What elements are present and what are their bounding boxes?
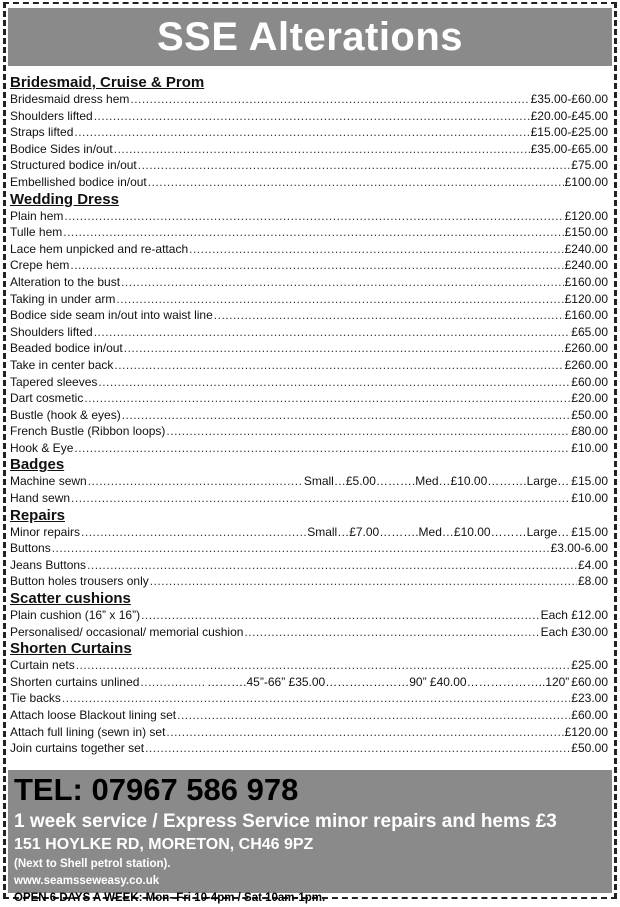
item-name: Crepe hem <box>10 258 70 273</box>
item-price: £20.00-£45.00 <box>530 108 608 123</box>
item-name: Lace hem unpicked and re-attach <box>10 241 189 256</box>
dot-leader <box>122 407 571 424</box>
item-price: £80.00 <box>571 424 608 439</box>
price-row <box>10 540 608 557</box>
section-heading: Repairs <box>10 506 66 524</box>
section-heading: Scatter cushions <box>10 590 131 608</box>
dot-leader <box>94 324 571 341</box>
item-name: Button holes trousers only <box>10 574 149 589</box>
item-price: £25.00 <box>571 658 608 673</box>
item-name: Plain hem <box>10 208 64 223</box>
website-link[interactable]: www.seamsseweasy.co.uk <box>14 875 160 887</box>
price-row <box>10 607 608 624</box>
item-name: Bustle (hook & eyes) <box>10 407 121 422</box>
item-name: Shoulders lifted <box>10 108 93 123</box>
price-row <box>10 624 608 641</box>
contact-footer <box>8 770 612 904</box>
dot-leader <box>138 157 571 174</box>
location-note: (Next to Shell petrol station). <box>14 858 171 870</box>
price-row <box>10 340 608 357</box>
item-name: Embellished bodice in/out <box>10 174 147 189</box>
dot-leader <box>52 540 550 557</box>
item-price: £35.00-£65.00 <box>530 141 608 156</box>
section-heading: Shorten Curtains <box>10 640 132 658</box>
price-row <box>10 390 608 407</box>
dot-leader <box>70 257 563 274</box>
item-name: Join curtains together set <box>10 741 145 756</box>
dot-leader <box>140 674 206 691</box>
item-name: Attach loose Blackout lining set <box>10 708 177 722</box>
item-name: Hook & Eye <box>10 440 74 455</box>
dot-leader <box>141 607 540 624</box>
price-row <box>10 291 608 308</box>
item-name: Alteration to the bust <box>10 274 121 289</box>
item-name: Bodice Sides in/out <box>10 141 113 156</box>
address: 151 HOYLKE RD, MORETON, CH46 9PZ <box>14 836 314 853</box>
item-name: Jeans Buttons <box>10 557 87 572</box>
price-row <box>10 141 608 158</box>
item-price: £260.00 <box>564 357 608 372</box>
dot-leader <box>87 557 577 574</box>
item-name: Dart cosmetic <box>10 391 84 406</box>
dot-leader <box>63 224 563 241</box>
item-price: £75.00 <box>571 158 608 173</box>
item-price: £4.00 <box>577 557 608 572</box>
price-row <box>10 524 608 541</box>
price-row <box>10 423 608 440</box>
item-name: Taking in under arm <box>10 291 116 306</box>
item-price: £10.00 <box>571 491 608 506</box>
price-row <box>10 374 608 391</box>
item-price: £260.00 <box>564 341 608 356</box>
item-price: £100.00 <box>564 174 608 189</box>
item-price: £15.00 <box>571 524 608 539</box>
item-price: £60.00 <box>571 708 608 722</box>
dot-leader <box>74 124 529 141</box>
dot-leader <box>114 141 530 158</box>
item-price: £35.00-£60.00 <box>530 92 608 106</box>
item-name: Structured bodice in/out <box>10 158 137 173</box>
item-name: Buttons <box>10 541 51 556</box>
item-price: Each £12.00 <box>540 608 608 623</box>
item-price: £3.00-6.00 <box>550 541 608 556</box>
price-row <box>10 91 608 108</box>
dot-leader <box>177 707 570 724</box>
dot-leader <box>94 108 530 125</box>
section-heading: Wedding Dress <box>10 190 119 208</box>
price-list <box>6 66 614 757</box>
item-name: Attach full lining (sewn in) set <box>10 724 166 739</box>
phone-number: TEL: 07967 586 978 <box>14 772 299 807</box>
dot-leader <box>189 241 563 258</box>
price-row <box>10 407 608 424</box>
header-banner <box>8 8 612 66</box>
price-row <box>10 473 608 490</box>
price-list-page <box>3 2 617 904</box>
price-row <box>10 124 608 141</box>
item-price: £15.00 <box>571 474 608 489</box>
item-price: £10.00 <box>571 440 608 455</box>
item-name: Beaded bodice in/out <box>10 341 123 356</box>
price-row <box>10 657 608 674</box>
price-row <box>10 108 608 125</box>
item-name: Tapered sleeves <box>10 374 98 389</box>
dot-leader <box>76 657 571 674</box>
dot-leader <box>130 91 529 108</box>
price-row <box>10 241 608 258</box>
price-row <box>10 224 608 241</box>
item-name: Plain cushion (16” x 16”) <box>10 608 141 623</box>
price-row <box>10 557 608 574</box>
item-price: £15.00-£25.00 <box>530 125 608 140</box>
size-price-options: Small…£5.00……….Med…£10.00……….Large… <box>303 474 570 489</box>
item-price: £240.00 <box>564 241 608 256</box>
price-row <box>10 674 608 691</box>
item-name: Curtain nets <box>10 658 75 673</box>
item-name: Straps lifted <box>10 125 74 140</box>
price-row <box>10 257 608 274</box>
dot-leader <box>88 473 303 490</box>
item-price: £20.00 <box>571 391 608 406</box>
item-price: £65.00 <box>571 324 608 339</box>
item-price: £120.00 <box>564 724 608 739</box>
price-row <box>10 174 608 191</box>
dot-leader <box>214 307 564 324</box>
dot-leader <box>166 423 570 440</box>
page-title: SSE Alterations <box>156 14 464 59</box>
item-price: £60.00 <box>571 374 608 389</box>
item-name: Shorten curtains unlined <box>10 674 140 689</box>
price-row <box>10 208 608 225</box>
item-price: £150.00 <box>564 225 608 240</box>
dot-leader <box>121 274 564 291</box>
item-name: Personalised/ occasional/ memorial cushion <box>10 624 244 639</box>
price-row <box>10 274 608 291</box>
item-name: Minor repairs <box>10 524 81 539</box>
price-row <box>10 307 608 324</box>
item-name: Shoulders lifted <box>10 324 93 339</box>
opening-hours: OPEN 6 DAYS A WEEK: Mon- Fri 10-4pm / Sat 10am-1pm. <box>14 892 326 904</box>
item-name: Hand sewn <box>10 491 71 506</box>
price-row <box>10 724 608 741</box>
dot-leader <box>244 624 539 641</box>
item-name: Bridesmaid dress hem <box>10 92 130 106</box>
item-name: Machine sewn <box>10 474 87 489</box>
price-row <box>10 740 608 757</box>
dot-leader <box>114 357 563 374</box>
item-price: £50.00 <box>571 407 608 422</box>
dot-leader <box>81 524 306 541</box>
item-price: £160.00 <box>564 274 608 289</box>
item-name: Take in center back <box>10 357 114 372</box>
item-name: Bodice side seam in/out into waist line <box>10 308 213 323</box>
item-price: £120.00 <box>564 208 608 223</box>
dot-leader <box>71 490 570 507</box>
dot-leader <box>84 390 570 407</box>
dot-leader <box>148 174 564 191</box>
item-price: £8.00 <box>577 574 608 589</box>
service-info: 1 week service / Express Service minor repairs and hems £3 <box>14 811 557 832</box>
price-row <box>10 707 608 724</box>
price-row <box>10 490 608 507</box>
item-name: Tulle hem <box>10 225 63 240</box>
dot-leader <box>74 440 570 457</box>
dot-leader <box>116 291 563 308</box>
size-price-options: Small…£7.00……….Med…£10.00………Large… <box>307 524 570 539</box>
dot-leader <box>64 208 563 225</box>
price-row <box>10 690 608 707</box>
price-row <box>10 357 608 374</box>
item-price: £120.00 <box>564 291 608 306</box>
price-row <box>10 440 608 457</box>
item-price: £50.00 <box>571 741 608 756</box>
price-row <box>10 573 608 590</box>
item-price: £60.00 <box>571 674 608 689</box>
item-name: Tie backs <box>10 691 61 706</box>
item-price: Each £30.00 <box>540 624 608 639</box>
dot-leader <box>150 573 577 590</box>
dot-leader <box>145 740 570 757</box>
item-price: £160.00 <box>564 308 608 323</box>
section-heading: Badges <box>10 456 65 474</box>
dot-leader <box>62 690 570 707</box>
item-price: £240.00 <box>564 258 608 273</box>
price-row <box>10 157 608 174</box>
item-price: £23.00 <box>571 691 608 706</box>
price-row <box>10 324 608 341</box>
section-heading: Bridesmaid, Cruise & Prom <box>10 74 205 91</box>
dot-leader <box>166 724 563 741</box>
item-name: French Bustle (Ribbon loops) <box>10 424 166 439</box>
dot-leader <box>124 340 564 357</box>
size-price-options: ……….45”-66” £35.00…………………90” £40.00………………..120” <box>207 674 570 689</box>
dot-leader <box>98 374 570 391</box>
